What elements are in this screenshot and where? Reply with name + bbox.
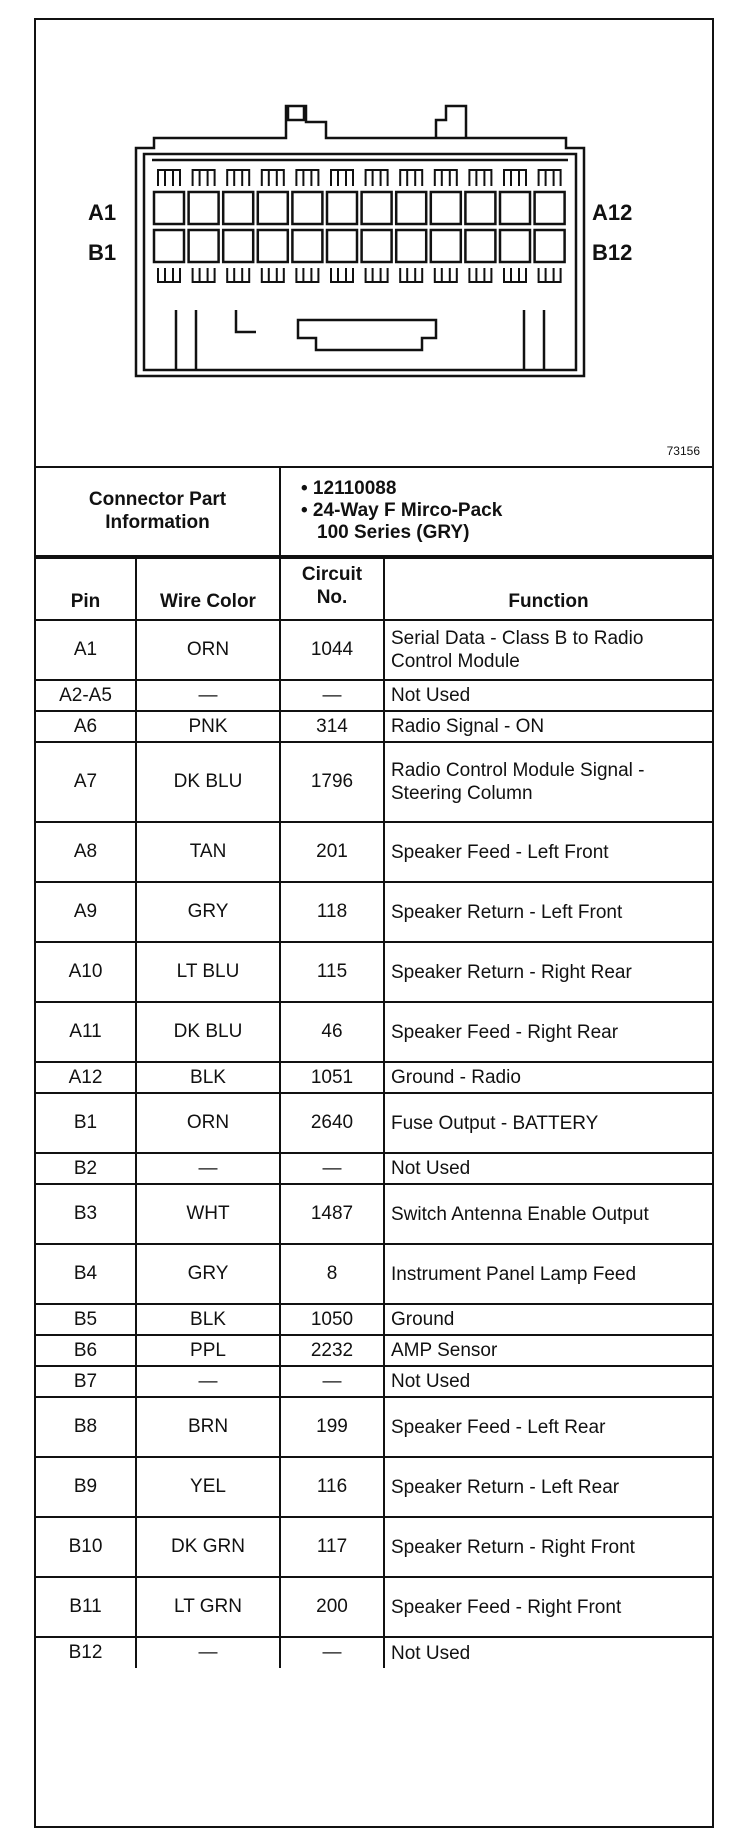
function-cell: Ground - Radio xyxy=(384,1062,712,1093)
connector-sheet xyxy=(34,18,714,1828)
wire-color-cell: GRY xyxy=(136,1244,280,1304)
function-cell: Instrument Panel Lamp Feed xyxy=(384,1244,712,1304)
function-cell: Speaker Feed - Left Front xyxy=(384,822,712,882)
circuit-no-cell: 8 xyxy=(280,1244,384,1304)
pin-cell: A6 xyxy=(36,711,136,742)
connector-info-values xyxy=(280,466,712,556)
circuit-no-cell: 1044 xyxy=(280,620,384,680)
circuit-no-cell: 200 xyxy=(280,1577,384,1637)
wire-color-cell: ORN xyxy=(136,620,280,680)
figure-number: 73156 xyxy=(666,444,700,458)
table-row xyxy=(36,1304,712,1335)
pin-cell: B6 xyxy=(36,1335,136,1366)
wire-color-header: Wire Color xyxy=(136,558,280,620)
wire-color-cell: TAN xyxy=(136,822,280,882)
pin-cell: B8 xyxy=(36,1397,136,1457)
circuit-no-cell: 201 xyxy=(280,822,384,882)
function-header: Function xyxy=(384,558,712,620)
function-cell: Not Used xyxy=(384,680,712,711)
pin-cell: B2 xyxy=(36,1153,136,1184)
function-cell: Serial Data - Class B to Radio Control Module xyxy=(384,620,712,680)
table-row xyxy=(36,1517,712,1577)
pin-cell: A10 xyxy=(36,942,136,1002)
pin-cell: B11 xyxy=(36,1577,136,1637)
circuit-no-cell: — xyxy=(280,1637,384,1668)
circuit-no-cell: — xyxy=(280,1153,384,1184)
table-row xyxy=(36,822,712,882)
function-cell: Not Used xyxy=(384,1637,712,1668)
wire-color-cell: YEL xyxy=(136,1457,280,1517)
wire-color-cell: — xyxy=(136,680,280,711)
pin-cell: B3 xyxy=(36,1184,136,1244)
wire-color-cell: LT BLU xyxy=(136,942,280,1002)
wire-color-cell: PPL xyxy=(136,1335,280,1366)
wire-color-cell: DK BLU xyxy=(136,742,280,822)
function-cell: Speaker Feed - Right Front xyxy=(384,1577,712,1637)
pin-cell: A7 xyxy=(36,742,136,822)
function-cell: Speaker Return - Left Rear xyxy=(384,1457,712,1517)
pin-label-b12: B12 xyxy=(592,240,633,265)
circuit-no-cell: 1487 xyxy=(280,1184,384,1244)
pin-cell: B9 xyxy=(36,1457,136,1517)
function-cell: Speaker Feed - Left Rear xyxy=(384,1397,712,1457)
function-cell: Ground xyxy=(384,1304,712,1335)
table-row xyxy=(36,1062,712,1093)
wire-color-cell: DK GRN xyxy=(136,1517,280,1577)
table-row xyxy=(36,711,712,742)
circuit-no-cell: 116 xyxy=(280,1457,384,1517)
table-row xyxy=(36,1637,712,1668)
circuit-no-cell: 115 xyxy=(280,942,384,1002)
table-row xyxy=(36,1093,712,1153)
function-cell: Speaker Feed - Right Rear xyxy=(384,1002,712,1062)
table-row xyxy=(36,1457,712,1517)
function-cell: Speaker Return - Left Front xyxy=(384,882,712,942)
pin-cell: A12 xyxy=(36,1062,136,1093)
pin-cell: B5 xyxy=(36,1304,136,1335)
circuit-no-cell: 1050 xyxy=(280,1304,384,1335)
wire-color-cell: BRN xyxy=(136,1397,280,1457)
function-cell: Radio Signal - ON xyxy=(384,711,712,742)
table-row xyxy=(36,1153,712,1184)
circuit-no-cell: — xyxy=(280,1366,384,1397)
pin-cell: B7 xyxy=(36,1366,136,1397)
connector-info-label: Connector Part Information xyxy=(36,466,280,556)
connector-diagram xyxy=(36,20,712,468)
pinout-table xyxy=(36,557,712,1668)
pin-cell: A1 xyxy=(36,620,136,680)
function-cell: Radio Control Module Signal - Steering Column xyxy=(384,742,712,822)
wire-color-cell: — xyxy=(136,1366,280,1397)
table-row xyxy=(36,1184,712,1244)
wire-color-cell: ORN xyxy=(136,1093,280,1153)
function-cell: Not Used xyxy=(384,1366,712,1397)
pin-header: Pin xyxy=(36,558,136,620)
table-row xyxy=(36,882,712,942)
circuit-no-cell: — xyxy=(280,680,384,711)
circuit-no-cell: 46 xyxy=(280,1002,384,1062)
pin-cell: B12 xyxy=(36,1637,136,1668)
wire-color-cell: DK BLU xyxy=(136,1002,280,1062)
function-cell: Fuse Output - BATTERY xyxy=(384,1093,712,1153)
pin-label-a1: A1 xyxy=(88,200,117,225)
function-cell: Speaker Return - Right Rear xyxy=(384,942,712,1002)
pin-cell: B1 xyxy=(36,1093,136,1153)
table-row xyxy=(36,1397,712,1457)
circuit-no-cell: 2232 xyxy=(280,1335,384,1366)
table-row xyxy=(36,620,712,680)
circuit-no-cell: 199 xyxy=(280,1397,384,1457)
wire-color-cell: BLK xyxy=(136,1062,280,1093)
table-row xyxy=(36,1577,712,1637)
function-cell: Speaker Return - Right Front xyxy=(384,1517,712,1577)
function-cell: Switch Antenna Enable Output xyxy=(384,1184,712,1244)
pin-label-a12: A12 xyxy=(592,200,633,225)
circuit-no-cell: 2640 xyxy=(280,1093,384,1153)
table-row xyxy=(36,1366,712,1397)
pin-cell: A11 xyxy=(36,1002,136,1062)
header-row xyxy=(36,558,712,620)
function-cell: AMP Sensor xyxy=(384,1335,712,1366)
circuit-no-cell: 118 xyxy=(280,882,384,942)
pin-cell: A8 xyxy=(36,822,136,882)
connector-description-line1: • 24-Way F Mirco-Pack xyxy=(301,499,503,521)
connector-info-table xyxy=(36,466,712,557)
circuit-no-cell: 314 xyxy=(280,711,384,742)
wire-color-cell: LT GRN xyxy=(136,1577,280,1637)
circuit-no-cell: 1796 xyxy=(280,742,384,822)
circuit-no-cell: 117 xyxy=(280,1517,384,1577)
table-row xyxy=(36,1002,712,1062)
wire-color-cell: — xyxy=(136,1153,280,1184)
function-cell: Not Used xyxy=(384,1153,712,1184)
table-row xyxy=(36,680,712,711)
pin-cell: B4 xyxy=(36,1244,136,1304)
wire-color-cell: GRY xyxy=(136,882,280,942)
table-row xyxy=(36,942,712,1002)
part-number: • 12110088 xyxy=(301,477,397,499)
table-row xyxy=(36,1335,712,1366)
pinout-table-body xyxy=(36,620,712,1668)
table-row xyxy=(36,742,712,822)
wire-color-cell: — xyxy=(136,1637,280,1668)
connector-description-line2: 100 Series (GRY) xyxy=(317,521,470,543)
circuit-no-cell: 1051 xyxy=(280,1062,384,1093)
pin-cell: A9 xyxy=(36,882,136,942)
pin-label-b1: B1 xyxy=(88,240,117,265)
pin-cell: B10 xyxy=(36,1517,136,1577)
table-row xyxy=(36,1244,712,1304)
wire-color-cell: BLK xyxy=(136,1304,280,1335)
wire-color-cell: WHT xyxy=(136,1184,280,1244)
wire-color-cell: PNK xyxy=(136,711,280,742)
circuit-no-header: Circuit No. xyxy=(280,558,384,620)
pin-cell: A2-A5 xyxy=(36,680,136,711)
